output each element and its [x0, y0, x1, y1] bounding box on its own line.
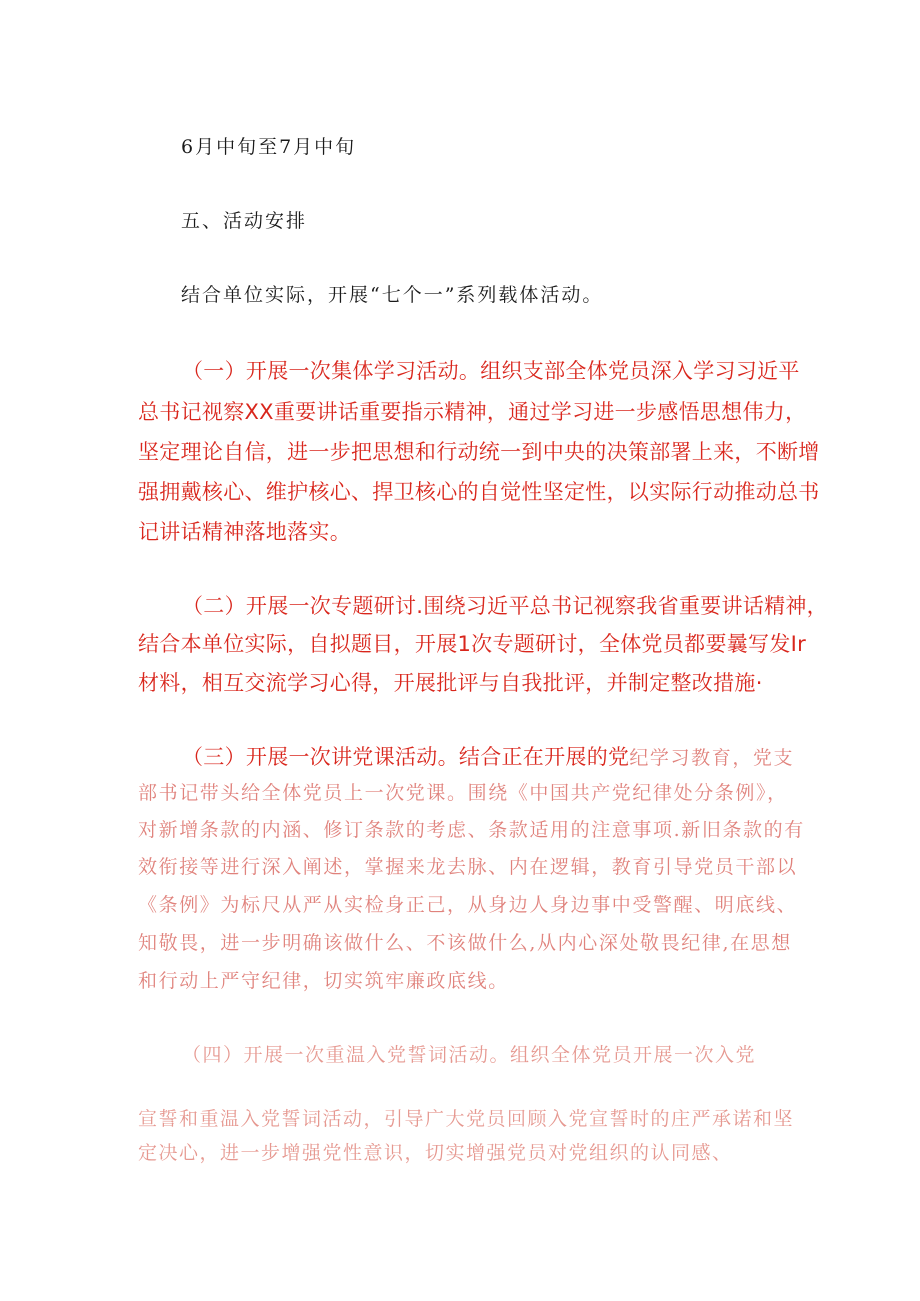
item-2-line-2: 结合本单位实际，自拟题目，开展1次专题研讨，全体党员都要曩写发Ir	[138, 632, 807, 656]
item-1-line-1: （一）开展一次集体学习活动。组织支部全体党员深入学习习近平	[182, 359, 800, 383]
item-4-line-2: 宣誓和重温入党誓词活动，引导广大党员回顾入党宣誓时的庄严承诺和坚	[138, 1108, 795, 1130]
item-1-line-2: 总书记视察XX重要讲话重要指示精神，通过学习进一步感悟思想伟力，	[138, 400, 807, 424]
activity-period: 6月中旬至7月中旬	[181, 136, 357, 158]
item-4-line-3: 定决心，进一步增强党性意识，切实增强党员对党组织的认同感、	[138, 1142, 733, 1164]
item-3-line-1	[182, 741, 794, 771]
item-2-line-3: 材料，相互交流学习心得，开展批评与自我批评，并制定整改措施·	[138, 671, 763, 695]
section-heading: 五、活动安排	[181, 210, 308, 232]
intro-paragraph: 结合单位实际，开展“七个一”系列载体活动。	[181, 284, 604, 306]
item-3-line-3: 对新增条款的内涵、修订条款的考虑、条款适用的注意事项.新旧条款的有	[138, 819, 805, 841]
item-3-line-1-part-1: （三）开展一次讲党课活动。结合正在开展的党	[182, 745, 630, 769]
item-1-line-5: 记讲话精神落地落实。	[138, 520, 351, 544]
item-3-line-4: 效衔接等进行深入阐述，掌握来龙去脉、内在逻辑，教育引导党员干部以	[138, 856, 798, 878]
item-3-line-2: 部书记带头给全体党员上一次党课。围绕《中国共产党纪律处分条例》，	[138, 782, 788, 804]
item-1-line-4: 强拥戴核心、维护核心、捍卫核心的自觉性坚定性，以实际行动推动总书	[138, 480, 820, 504]
item-4-line-1: （四）开展一次重温入党誓词活动。组织全体党员开展一次入党	[182, 1044, 757, 1066]
item-3-line-7: 和行动上严守纪律，切实筑牢廉政底线。	[138, 970, 509, 992]
item-1-line-3: 坚定理论自信，进一步把思想和行动统一到中央的决策部署上来，不断增	[138, 440, 820, 464]
item-3-line-6: 知敬畏，进一步明确该做什么、不该做什么,从内心深处敬畏纪律,在思想	[138, 932, 792, 954]
item-3-line-1-part-2: 纪学习教育，党支	[629, 747, 795, 769]
item-3-line-5: 《条例》为标尺从严从实检身正己，从身边人身边事中受警醒、明底线、	[138, 894, 798, 916]
item-2-line-1: （二）开展一次专题研讨.围绕习近平总书记视察我省重要讲话精神，	[182, 594, 828, 618]
